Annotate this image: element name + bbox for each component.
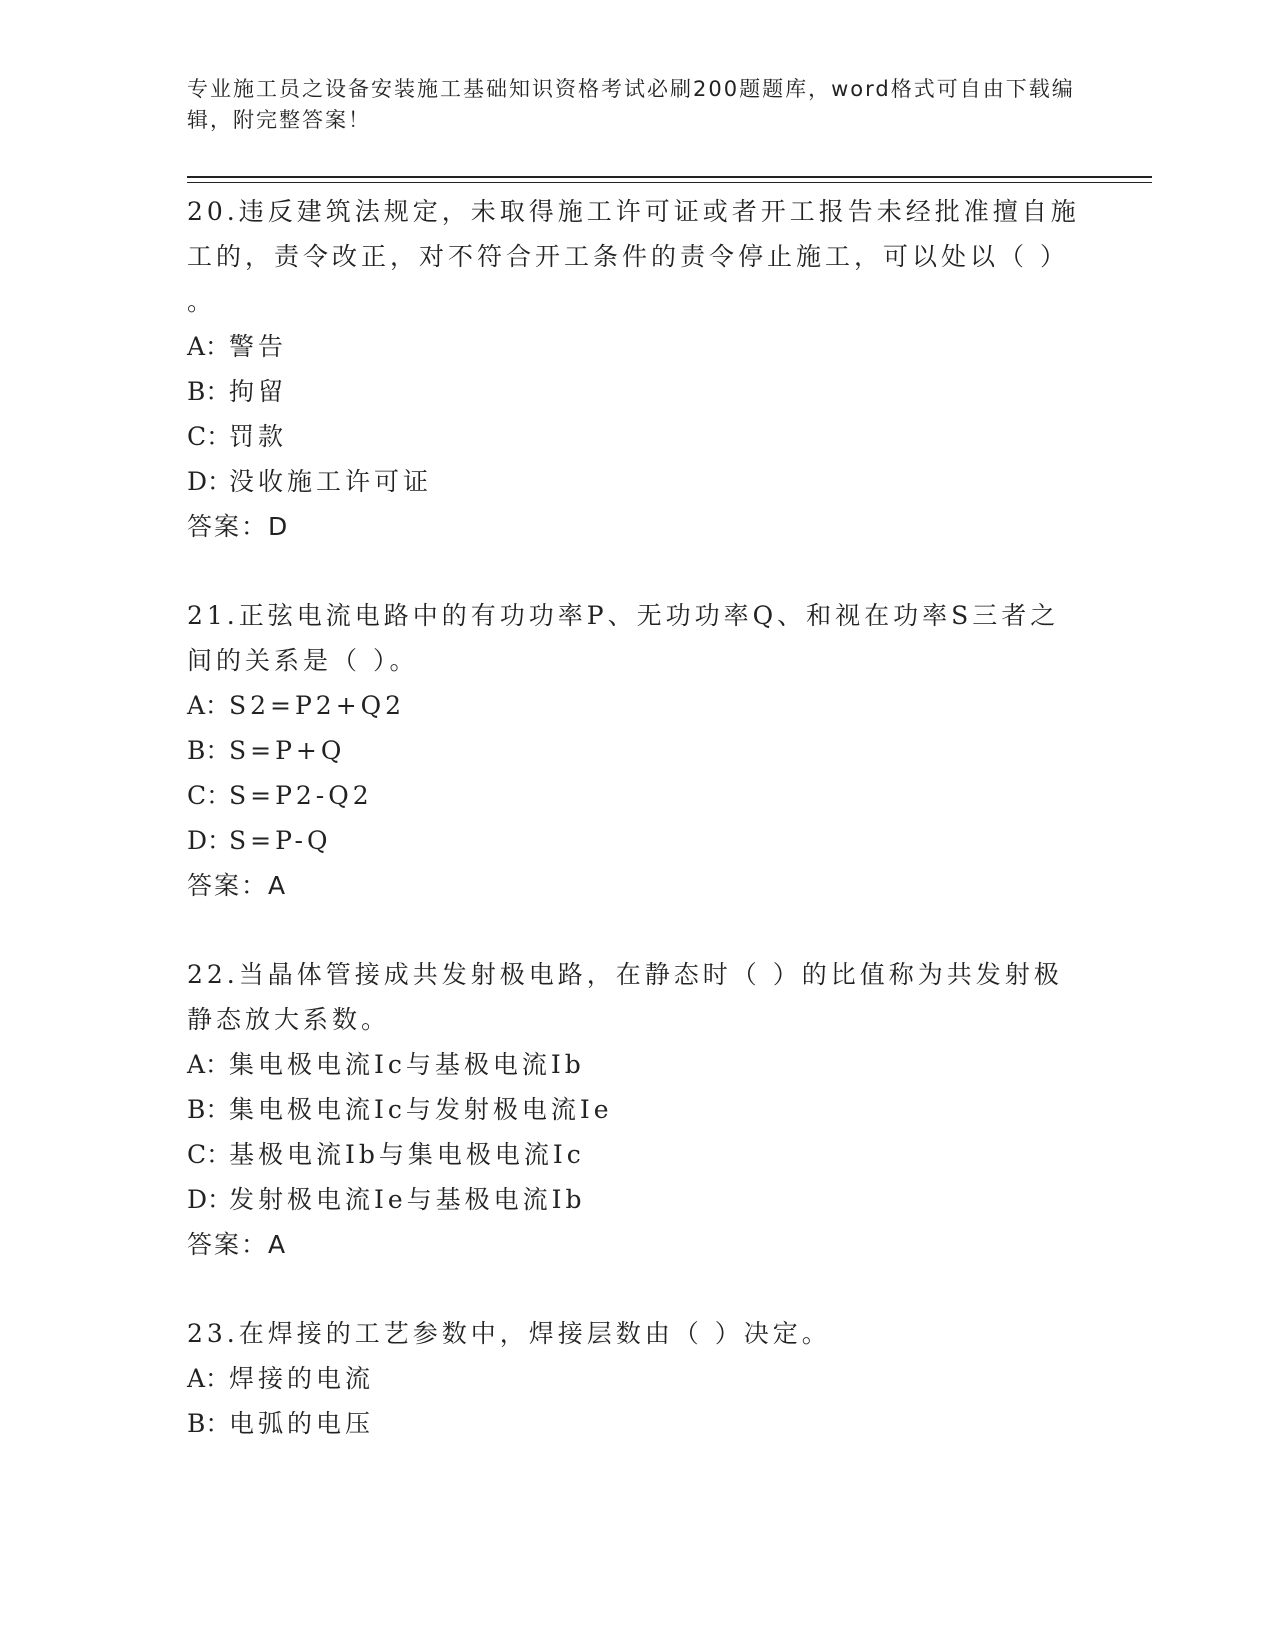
option-a xyxy=(187,1042,1087,1087)
question-text: 20.违反建筑法规定，未取得施工许可证或者开工报告未经批准擅自施工的，责令改正，对不符合开工条件的责令停止施工，可以处以（ ） xyxy=(187,197,1080,271)
document-header: 专业施工员之设备安装施工基础知识资格考试必刷200题题库，word格式可自由下载编辑，附完整答案！ xyxy=(187,77,1075,132)
option-letter: D： xyxy=(187,1185,233,1214)
option-text: 焊接的电流 xyxy=(229,1364,375,1393)
question-23 xyxy=(187,1311,1087,1446)
option-letter: A： xyxy=(187,332,231,361)
answer: 答案：A xyxy=(187,871,288,900)
option-text: 罚款 xyxy=(229,422,288,451)
option-text: 集电极电流Ic与基极电流Ib xyxy=(229,1050,585,1079)
option-text: 警告 xyxy=(229,332,288,361)
question-text: 21.正弦电流电路中的有功功率P、无功功率Q、和视在功率S三者之间的关系是（ ）。 xyxy=(187,601,1060,675)
option-text: 发射极电流Ie与基极电流Ib xyxy=(229,1185,586,1214)
option-letter: C： xyxy=(187,422,232,451)
option-text: S=P-Q xyxy=(229,826,332,855)
option-text: 电弧的电压 xyxy=(229,1409,375,1438)
option-text: 拘留 xyxy=(229,377,288,406)
question-22 xyxy=(187,952,1087,1267)
option-text: S2=P2+Q2 xyxy=(229,691,406,720)
option-text: S=P2-Q2 xyxy=(229,781,373,810)
option-text: 没收施工许可证 xyxy=(229,467,433,496)
option-letter: C： xyxy=(187,1140,232,1169)
option-letter: A： xyxy=(187,691,231,720)
option-d xyxy=(187,1177,1087,1222)
answer: 答案：A xyxy=(187,1230,288,1259)
option-b xyxy=(187,1087,1087,1132)
option-a xyxy=(187,1356,1087,1401)
option-letter: C： xyxy=(187,781,232,810)
question-text: 22.当晶体管接成共发射极电路，在静态时（ ）的比值称为共发射极静态放大系数。 xyxy=(187,960,1063,1034)
option-d xyxy=(187,459,1087,504)
option-b xyxy=(187,369,1087,414)
option-letter: D： xyxy=(187,826,233,855)
option-b xyxy=(187,728,1087,773)
header-divider-thick xyxy=(187,176,1152,178)
question-21 xyxy=(187,593,1087,908)
question-text: 23.在焊接的工艺参数中，焊接层数由（ ）决定。 xyxy=(187,1319,831,1348)
option-letter: A： xyxy=(187,1050,231,1079)
answer: 答案：D xyxy=(187,512,290,541)
option-letter: B： xyxy=(187,377,231,406)
option-c xyxy=(187,1132,1087,1177)
option-letter: B： xyxy=(187,736,231,765)
option-text: 基极电流Ib与集电极电流Ic xyxy=(229,1140,585,1169)
question-20 xyxy=(187,189,1087,549)
option-letter: D： xyxy=(187,467,233,496)
option-d xyxy=(187,818,1087,863)
option-letter: B： xyxy=(187,1095,231,1124)
option-b xyxy=(187,1401,1087,1446)
option-c xyxy=(187,773,1087,818)
header-divider-thin xyxy=(187,182,1152,183)
option-letter: B： xyxy=(187,1409,231,1438)
question-text-tail: 。 xyxy=(187,287,213,316)
option-a xyxy=(187,324,1087,369)
question-list xyxy=(187,189,1087,1490)
option-text: 集电极电流Ic与发射极电流Ie xyxy=(229,1095,613,1124)
option-c xyxy=(187,414,1087,459)
option-a xyxy=(187,683,1087,728)
option-letter: A： xyxy=(187,1364,231,1393)
option-text: S=P+Q xyxy=(229,736,346,765)
